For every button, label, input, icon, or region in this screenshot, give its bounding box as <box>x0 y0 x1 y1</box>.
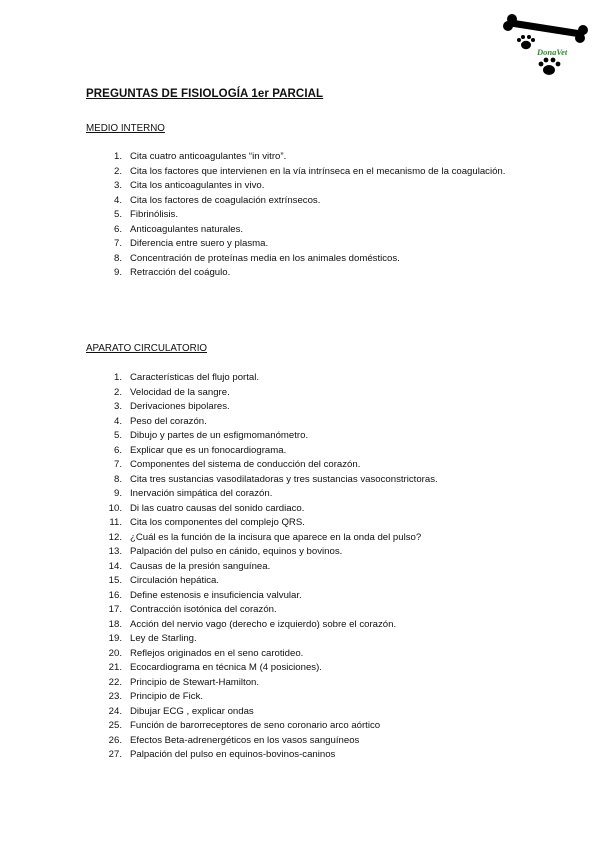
page-title: PREGUNTAS DE FISIOLOGÍA 1er PARCIAL <box>86 88 324 100</box>
list-item <box>86 618 506 633</box>
item-number: 12. <box>108 531 122 543</box>
item-number: 13. <box>108 546 122 557</box>
item-number: 9. <box>113 488 122 499</box>
item-number: 1. <box>113 372 122 383</box>
item-number: 26. <box>108 734 122 746</box>
item-text: Dibujar ECG , explicar ondas <box>130 705 254 717</box>
item-number: 8. <box>113 473 122 485</box>
list-item <box>86 734 506 749</box>
list-item <box>86 165 506 180</box>
list-item <box>86 415 506 430</box>
item-number: 23. <box>108 691 122 702</box>
item-text: Características del flujo portal. <box>130 372 260 383</box>
item-number: 6. <box>113 223 122 235</box>
list-item <box>86 632 506 647</box>
item-number: 18. <box>108 618 122 630</box>
item-text: Fibrinólisis. <box>130 209 178 220</box>
item-number: 2. <box>113 386 122 398</box>
item-number: 2. <box>113 165 122 177</box>
item-text: Diferencia entre suero y plasma. <box>130 238 269 249</box>
list-item <box>86 266 506 281</box>
item-number: 8. <box>113 252 122 264</box>
list-item <box>86 705 506 720</box>
item-text: Retracción del coágulo. <box>130 267 231 278</box>
list-item <box>86 386 506 401</box>
item-text: Reflejos originados en el seno carotideo. <box>130 647 304 659</box>
paw-print-icon <box>517 35 535 49</box>
item-text: Principio de Stewart-Hamilton. <box>130 676 260 688</box>
list-item <box>86 574 506 589</box>
item-text: Circulación hepática. <box>130 575 220 586</box>
list-item <box>86 223 506 238</box>
item-text: Ley de Starling. <box>130 633 197 644</box>
item-number: 5. <box>113 209 122 220</box>
list-item <box>86 150 506 165</box>
item-text: Causas de la presión sanguínea. <box>130 560 271 572</box>
item-text: Cita cuatro anticoagulantes “in vitro”. <box>130 151 287 162</box>
donavet-logo <box>503 12 589 82</box>
item-text: Componentes del sistema de conducción del corazón. <box>130 459 361 470</box>
bone-icon <box>503 14 588 43</box>
list-item <box>86 719 506 734</box>
list-item <box>86 560 506 575</box>
item-text: Explicar que es un fonocardiograma. <box>130 444 287 456</box>
item-number: 7. <box>113 238 122 249</box>
list-item <box>86 444 506 459</box>
item-text: Velocidad de la sangre. <box>130 386 230 398</box>
list-item <box>86 237 506 252</box>
list-item <box>86 179 506 194</box>
list-item <box>86 458 506 473</box>
list-item <box>86 473 506 488</box>
item-text: Contracción isotónica del corazón. <box>130 604 277 615</box>
item-number: 9. <box>113 267 122 278</box>
item-number: 5. <box>113 430 122 441</box>
item-text: Derivaciones bipolares. <box>130 401 230 412</box>
item-text: Anticoagulantes naturales. <box>130 223 244 235</box>
item-text: Peso del corazón. <box>130 415 207 427</box>
item-text: Cita los factores de coagulación extrínsecos. <box>130 194 321 206</box>
item-text: Acción del nervio vago (derecho e izquierdo) sobre el corazón. <box>130 618 397 630</box>
item-number: 6. <box>113 444 122 456</box>
list-item <box>86 545 506 560</box>
list-item <box>86 676 506 691</box>
list-item <box>86 603 506 618</box>
item-text: Efectos Beta-adrenergéticos en los vasos sanguíneos <box>130 734 360 746</box>
item-number: 4. <box>113 415 122 427</box>
item-number: 14. <box>108 560 122 572</box>
item-number: 24. <box>108 705 122 717</box>
list-item <box>86 647 506 662</box>
brand-text: DonaVet <box>537 47 568 57</box>
item-number: 25. <box>108 720 122 731</box>
list-item <box>86 661 506 676</box>
item-text: Concentración de proteínas media en los animales domésticos. <box>130 252 400 264</box>
item-number: 1. <box>113 151 122 162</box>
section-title-medio-interno: MEDIO INTERNO <box>86 123 165 134</box>
item-text: Dibujo y partes de un esfigmomanómetro. <box>130 430 309 441</box>
item-number: 22. <box>108 676 122 688</box>
item-number: 3. <box>113 401 122 412</box>
list-item <box>86 400 506 415</box>
item-text: Di las cuatro causas del sonido cardiaco. <box>130 502 305 514</box>
list-item <box>86 690 506 705</box>
section-title-aparato-circulatorio: APARATO CIRCULATORIO <box>86 343 208 354</box>
question-list-aparato-circulatorio <box>86 371 506 763</box>
item-text: Cita los factores que intervienen en la vía intrínseca en el mecanismo de la coagulación. <box>130 165 506 177</box>
list-item <box>86 252 506 267</box>
list-item <box>86 502 506 517</box>
list-item <box>86 516 506 531</box>
item-number: 10. <box>108 502 122 514</box>
question-list-medio-interno <box>86 150 506 281</box>
list-item <box>86 748 506 763</box>
item-text: Cita los componentes del complejo QRS. <box>130 517 305 528</box>
item-number: 11. <box>109 517 122 528</box>
item-number: 3. <box>113 180 122 191</box>
item-text: Ecocardiograma en técnica M (4 posiciones). <box>130 662 322 673</box>
paw-print-icon <box>539 58 561 75</box>
list-item <box>86 429 506 444</box>
list-item <box>86 194 506 209</box>
item-text: Define estenosis e insuficiencia valvular. <box>130 589 302 601</box>
item-number: 15. <box>108 575 122 586</box>
list-item <box>86 371 506 386</box>
item-text: Inervación simpática del corazón. <box>130 488 273 499</box>
item-number: 21. <box>108 662 122 673</box>
item-text: Palpación del pulso en cánido, equinos y bovinos. <box>130 546 343 557</box>
item-text: ¿Cuál es la función de la incisura que aparece en la onda del pulso? <box>130 531 422 543</box>
list-item <box>86 589 506 604</box>
item-number: 19. <box>108 633 122 644</box>
item-text: Función de barorreceptores de seno coronario arco aórtico <box>130 720 381 731</box>
item-number: 27. <box>108 749 122 760</box>
item-text: Cita tres sustancias vasodilatadoras y tres sustancias vasoconstrictoras. <box>130 473 438 485</box>
item-text: Cita los anticoagulantes in vivo. <box>130 180 265 191</box>
list-item <box>86 531 506 546</box>
list-item <box>86 208 506 223</box>
item-number: 7. <box>113 459 122 470</box>
item-text: Palpación del pulso en equinos-bovinos-caninos <box>130 749 336 760</box>
list-item <box>86 487 506 502</box>
item-number: 16. <box>108 589 122 601</box>
item-number: 4. <box>113 194 122 206</box>
item-text: Principio de Fick. <box>130 691 204 702</box>
item-number: 17. <box>108 604 122 615</box>
item-number: 20. <box>108 647 122 659</box>
